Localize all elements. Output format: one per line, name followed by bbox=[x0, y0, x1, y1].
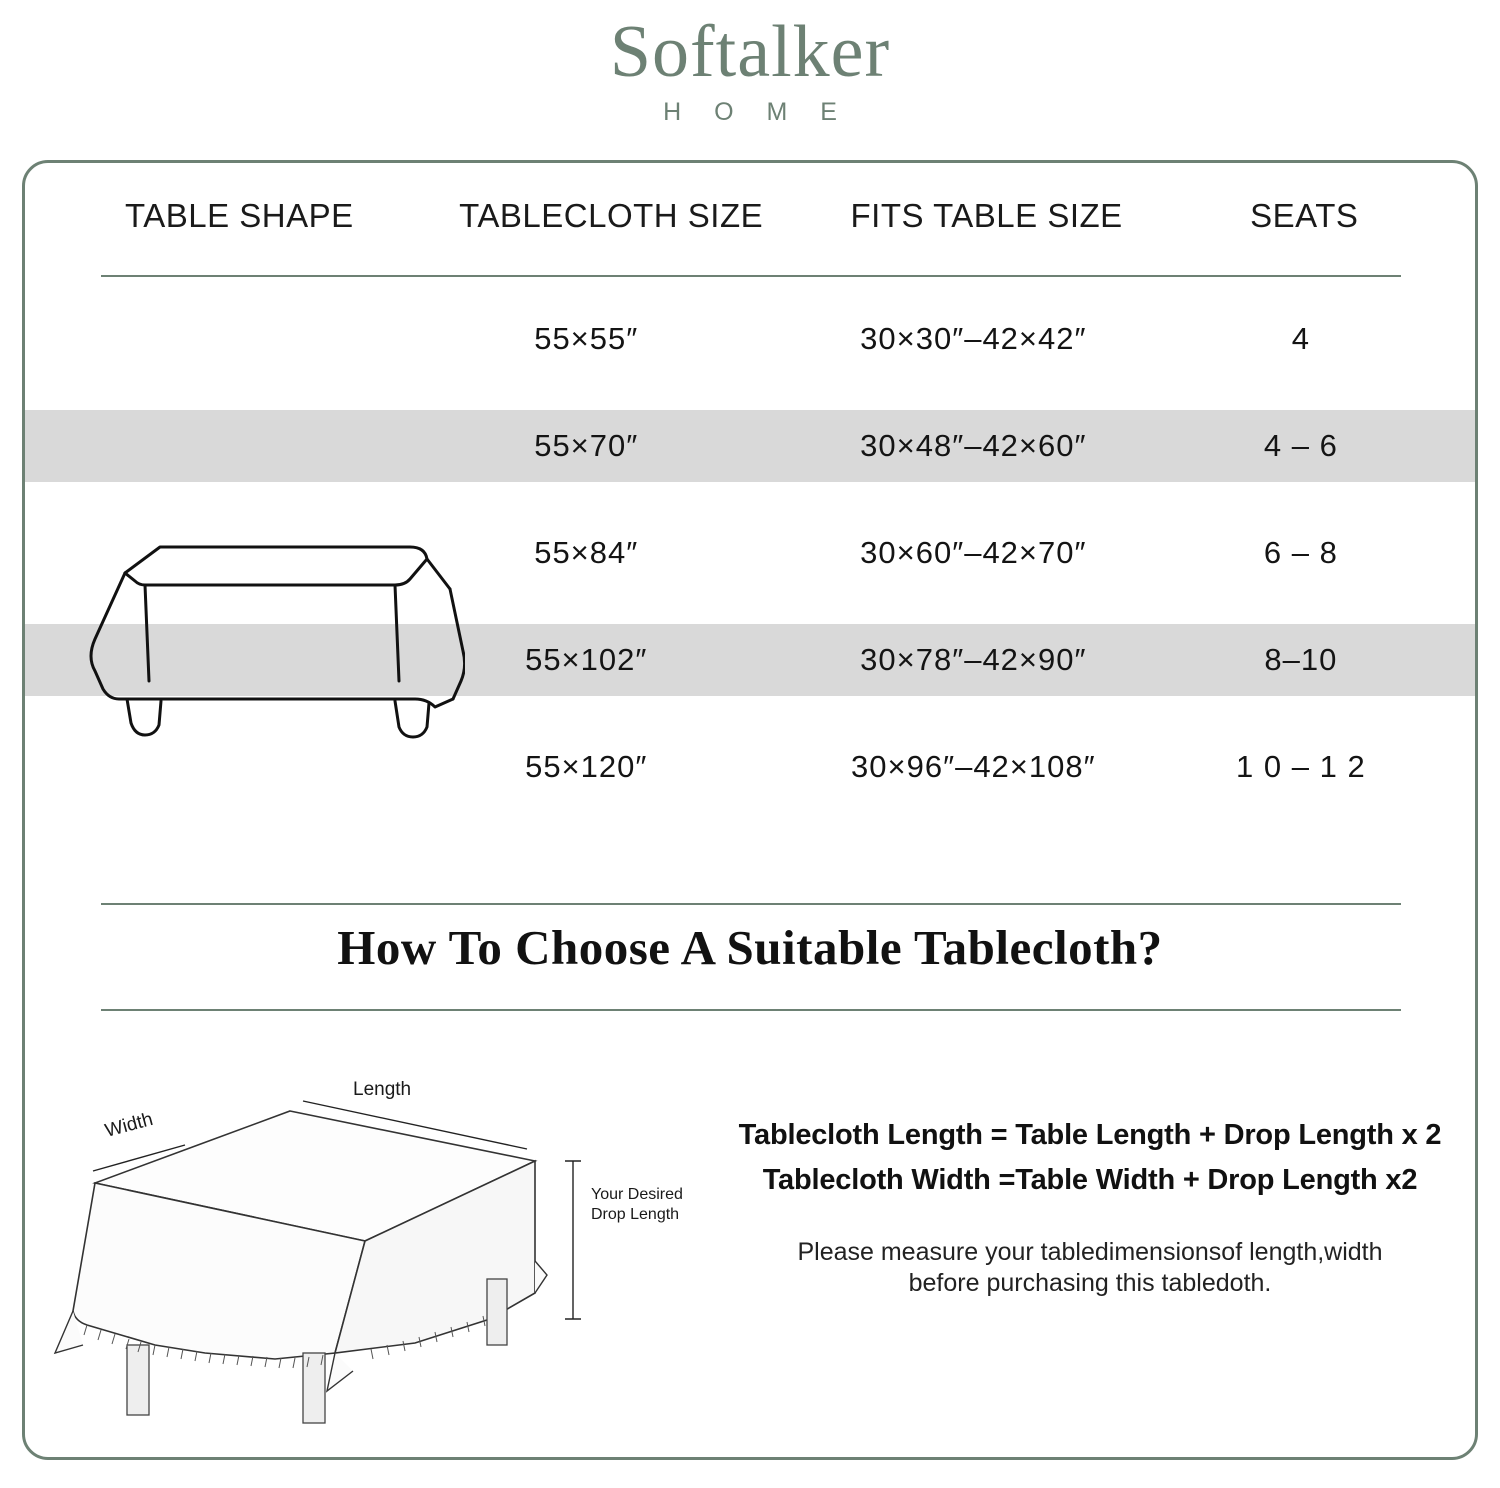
cell-fits-table-size: 30×30″–42×42″ bbox=[860, 321, 1087, 356]
cell-seats: 6 – 8 bbox=[1263, 535, 1338, 570]
info-card bbox=[22, 160, 1478, 1460]
brand-name: Softalker bbox=[609, 11, 891, 93]
cell-seats: 1 0 – 1 2 bbox=[1236, 749, 1366, 784]
header-divider bbox=[101, 275, 1401, 277]
label-length: Length bbox=[353, 1079, 412, 1100]
formula-width: Tablecloth Width =Table Width + Drop Length x2 bbox=[762, 1163, 1418, 1196]
formula-block bbox=[715, 1113, 1465, 1299]
column-header-table-shape: TABLE SHAPE bbox=[125, 197, 354, 234]
formula-length: Tablecloth Length = Table Length + Drop Length x 2 bbox=[738, 1119, 1442, 1151]
rectangle-tablecloth-illustration bbox=[65, 531, 465, 751]
table-row bbox=[25, 303, 1475, 375]
cell-tablecloth-size: 55×102″ bbox=[525, 642, 648, 677]
size-chart-table bbox=[25, 163, 1475, 784]
cell-fits-table-size: 30×96″–42×108″ bbox=[851, 749, 1096, 784]
cell-seats: 4 bbox=[1291, 321, 1310, 356]
section-divider-top bbox=[101, 903, 1401, 905]
label-drop-length-line1: Your Desired bbox=[591, 1186, 683, 1203]
measurement-diagram bbox=[35, 1053, 705, 1453]
brand-header bbox=[0, 0, 1500, 127]
cell-fits-table-size: 30×60″–42×70″ bbox=[860, 535, 1087, 570]
table-header-row bbox=[25, 163, 1475, 235]
cell-tablecloth-size: 55×55″ bbox=[534, 321, 639, 356]
cell-seats: 8–10 bbox=[1264, 642, 1338, 677]
how-to-section bbox=[25, 1043, 1475, 1443]
measurement-note-line-1: Please measure your tabledimensionsof length,width bbox=[797, 1237, 1383, 1266]
section-divider-bottom bbox=[101, 1009, 1401, 1011]
label-width: Width bbox=[102, 1108, 156, 1142]
cell-seats: 4 – 6 bbox=[1263, 428, 1338, 463]
cell-tablecloth-size: 55×70″ bbox=[534, 428, 639, 463]
cell-tablecloth-size: 55×84″ bbox=[534, 535, 639, 570]
column-header-seats: SEATS bbox=[1250, 197, 1359, 234]
cell-fits-table-size: 30×48″–42×60″ bbox=[860, 428, 1087, 463]
section-title: How To Choose A Suitable Tablecloth? bbox=[337, 920, 1163, 975]
table-row bbox=[25, 410, 1475, 482]
brand-subtitle: H O M E bbox=[663, 97, 850, 126]
column-header-fits-table-size: FITS TABLE SIZE bbox=[850, 197, 1123, 234]
column-header-tablecloth-size: TABLECLOTH SIZE bbox=[459, 197, 764, 234]
measurement-note-line-2: before purchasing this tabledoth. bbox=[908, 1269, 1272, 1298]
cell-fits-table-size: 30×78″–42×90″ bbox=[860, 642, 1087, 677]
measurement-note bbox=[715, 1237, 1465, 1300]
label-drop-length-line2: Drop Length bbox=[591, 1206, 680, 1223]
cell-tablecloth-size: 55×120″ bbox=[525, 749, 648, 784]
